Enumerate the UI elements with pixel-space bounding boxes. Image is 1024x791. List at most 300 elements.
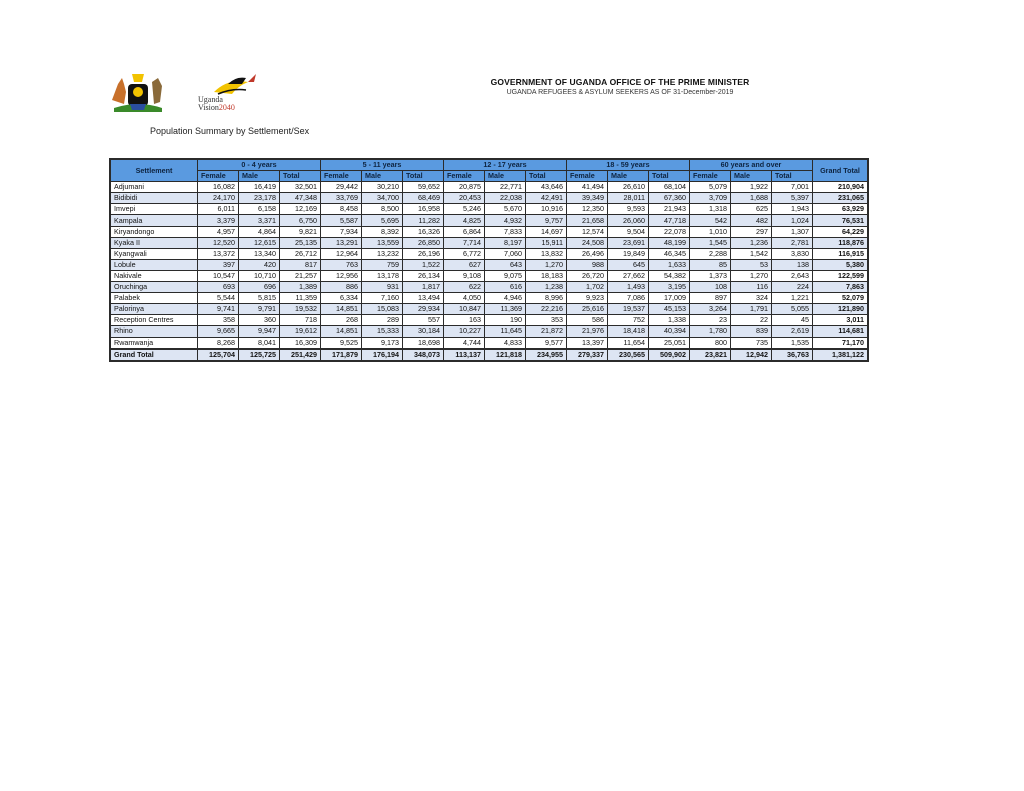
- summary-title: Population Summary by Settlement/Sex: [150, 126, 310, 136]
- population-table: [109, 158, 869, 362]
- value-cell: 6,750: [280, 215, 321, 226]
- value-cell: 224: [772, 282, 813, 293]
- settlement-name: Bidibidi: [110, 193, 198, 204]
- value-cell: 125,704: [198, 349, 239, 361]
- report-title: GOVERNMENT OF UGANDA OFFICE OF THE PRIME MINISTER: [490, 77, 750, 87]
- grand-total-cell: 63,929: [813, 204, 869, 215]
- value-cell: 348,073: [403, 349, 444, 361]
- grand-total-cell: 5,380: [813, 259, 869, 270]
- value-cell: 9,791: [239, 304, 280, 315]
- value-cell: 59,652: [403, 182, 444, 193]
- value-cell: 10,227: [444, 326, 485, 337]
- value-cell: 13,291: [321, 237, 362, 248]
- value-cell: 47,348: [280, 193, 321, 204]
- value-cell: 21,943: [649, 204, 690, 215]
- settlement-name: Kyangwali: [110, 248, 198, 259]
- value-cell: 1,545: [690, 237, 731, 248]
- group-header-0-4: 0 - 4 years: [198, 159, 321, 171]
- value-cell: 21,658: [567, 215, 608, 226]
- value-cell: 13,494: [403, 293, 444, 304]
- uganda-coat-of-arms-icon: [108, 70, 168, 114]
- value-cell: 251,429: [280, 349, 321, 361]
- value-cell: 13,832: [526, 248, 567, 259]
- value-cell: 12,520: [198, 237, 239, 248]
- value-cell: 289: [362, 315, 403, 326]
- value-cell: 14,851: [321, 304, 362, 315]
- value-cell: 7,714: [444, 237, 485, 248]
- value-cell: 7,060: [485, 248, 526, 259]
- value-cell: 25,051: [649, 337, 690, 349]
- value-cell: 21,976: [567, 326, 608, 337]
- value-cell: 358: [198, 315, 239, 326]
- value-cell: 9,075: [485, 270, 526, 281]
- settlement-name: Grand Total: [110, 349, 198, 361]
- settlement-name: Kiryandongo: [110, 226, 198, 237]
- grand-total-cell: 3,011: [813, 315, 869, 326]
- sub-header-total: Total: [280, 171, 321, 182]
- table-row: [110, 237, 868, 248]
- value-cell: 22,771: [485, 182, 526, 193]
- value-cell: 5,079: [690, 182, 731, 193]
- value-cell: 6,334: [321, 293, 362, 304]
- value-cell: 22,216: [526, 304, 567, 315]
- value-cell: 11,359: [280, 293, 321, 304]
- sub-header-female: Female: [690, 171, 731, 182]
- value-cell: 4,050: [444, 293, 485, 304]
- value-cell: 13,178: [362, 270, 403, 281]
- table-row: [110, 248, 868, 259]
- value-cell: 15,333: [362, 326, 403, 337]
- grand-total-row: [110, 349, 868, 361]
- value-cell: 7,160: [362, 293, 403, 304]
- settlement-name: Imvepi: [110, 204, 198, 215]
- grand-total-cell: 116,915: [813, 248, 869, 259]
- value-cell: 4,744: [444, 337, 485, 349]
- value-cell: 43,646: [526, 182, 567, 193]
- value-cell: 53: [731, 259, 772, 270]
- settlement-name: Oruchinga: [110, 282, 198, 293]
- value-cell: 1,024: [772, 215, 813, 226]
- value-cell: 54,382: [649, 270, 690, 281]
- value-cell: 68,469: [403, 193, 444, 204]
- sub-header-total: Total: [772, 171, 813, 182]
- value-cell: 12,942: [731, 349, 772, 361]
- value-cell: 5,587: [321, 215, 362, 226]
- value-cell: 1,389: [280, 282, 321, 293]
- value-cell: 18,418: [608, 326, 649, 337]
- value-cell: 2,643: [772, 270, 813, 281]
- value-cell: 26,496: [567, 248, 608, 259]
- value-cell: 10,547: [198, 270, 239, 281]
- settlement-name: Kyaka II: [110, 237, 198, 248]
- value-cell: 752: [608, 315, 649, 326]
- value-cell: 26,850: [403, 237, 444, 248]
- value-cell: 693: [198, 282, 239, 293]
- value-cell: 19,537: [608, 304, 649, 315]
- value-cell: 2,288: [690, 248, 731, 259]
- value-cell: 19,849: [608, 248, 649, 259]
- value-cell: 1,318: [690, 204, 731, 215]
- value-cell: 67,360: [649, 193, 690, 204]
- table-row: [110, 259, 868, 270]
- value-cell: 12,615: [239, 237, 280, 248]
- grand-total-cell: 121,890: [813, 304, 869, 315]
- value-cell: 28,011: [608, 193, 649, 204]
- value-cell: 34,700: [362, 193, 403, 204]
- value-cell: 40,394: [649, 326, 690, 337]
- value-cell: 1,780: [690, 326, 731, 337]
- sub-header-row: [110, 171, 868, 182]
- value-cell: 645: [608, 259, 649, 270]
- value-cell: 39,349: [567, 193, 608, 204]
- value-cell: 8,392: [362, 226, 403, 237]
- value-cell: 7,086: [608, 293, 649, 304]
- value-cell: 763: [321, 259, 362, 270]
- sub-header-female: Female: [444, 171, 485, 182]
- sub-header-total: Total: [403, 171, 444, 182]
- settlement-header: Settlement: [110, 159, 198, 182]
- value-cell: 163: [444, 315, 485, 326]
- table-row: [110, 215, 868, 226]
- value-cell: 138: [772, 259, 813, 270]
- value-cell: 14,697: [526, 226, 567, 237]
- value-cell: 9,665: [198, 326, 239, 337]
- value-cell: 22,038: [485, 193, 526, 204]
- settlement-name: Rhino: [110, 326, 198, 337]
- value-cell: 21,257: [280, 270, 321, 281]
- value-cell: 24,508: [567, 237, 608, 248]
- value-cell: 482: [731, 215, 772, 226]
- table-row: [110, 226, 868, 237]
- settlement-name: Nakivale: [110, 270, 198, 281]
- value-cell: 1,270: [526, 259, 567, 270]
- report-header: [420, 77, 820, 96]
- grand-total-cell: 76,531: [813, 215, 869, 226]
- value-cell: 16,082: [198, 182, 239, 193]
- value-cell: 4,833: [485, 337, 526, 349]
- value-cell: 116: [731, 282, 772, 293]
- value-cell: 20,453: [444, 193, 485, 204]
- value-cell: 11,645: [485, 326, 526, 337]
- grand-total-header: Grand Total: [813, 159, 869, 182]
- sub-header-female: Female: [567, 171, 608, 182]
- group-header-60-plus: 60 years and over: [690, 159, 813, 171]
- value-cell: 234,955: [526, 349, 567, 361]
- table-body: [110, 182, 868, 361]
- value-cell: 121,818: [485, 349, 526, 361]
- settlement-name: Lobule: [110, 259, 198, 270]
- value-cell: 22: [731, 315, 772, 326]
- sub-header-male: Male: [239, 171, 280, 182]
- value-cell: 9,108: [444, 270, 485, 281]
- value-cell: 1,542: [731, 248, 772, 259]
- value-cell: 13,340: [239, 248, 280, 259]
- value-cell: 26,196: [403, 248, 444, 259]
- value-cell: 735: [731, 337, 772, 349]
- sub-header-male: Male: [485, 171, 526, 182]
- value-cell: 988: [567, 259, 608, 270]
- value-cell: 8,197: [485, 237, 526, 248]
- value-cell: 1,010: [690, 226, 731, 237]
- value-cell: 16,419: [239, 182, 280, 193]
- table-row: [110, 270, 868, 281]
- value-cell: 23,821: [690, 349, 731, 361]
- value-cell: 627: [444, 259, 485, 270]
- value-cell: 9,757: [526, 215, 567, 226]
- value-cell: 718: [280, 315, 321, 326]
- value-cell: 27,662: [608, 270, 649, 281]
- vision-logo-line1: Uganda: [198, 95, 223, 104]
- sub-header-female: Female: [198, 171, 239, 182]
- value-cell: 25,135: [280, 237, 321, 248]
- value-cell: 696: [239, 282, 280, 293]
- value-cell: 297: [731, 226, 772, 237]
- value-cell: 20,875: [444, 182, 485, 193]
- value-cell: 1,221: [772, 293, 813, 304]
- vision-logo-line2: Vision: [198, 103, 219, 112]
- value-cell: 22,078: [649, 226, 690, 237]
- table-row: [110, 315, 868, 326]
- table-row: [110, 326, 868, 337]
- value-cell: 45,153: [649, 304, 690, 315]
- value-cell: 5,544: [198, 293, 239, 304]
- value-cell: 8,996: [526, 293, 567, 304]
- value-cell: 85: [690, 259, 731, 270]
- report-subtitle: UGANDA REFUGEES & ASYLUM SEEKERS AS OF 31-December-2019: [506, 89, 734, 96]
- table-row: [110, 204, 868, 215]
- value-cell: 23: [690, 315, 731, 326]
- value-cell: 625: [731, 204, 772, 215]
- value-cell: 4,946: [485, 293, 526, 304]
- grand-total-cell: 71,170: [813, 337, 869, 349]
- value-cell: 23,691: [608, 237, 649, 248]
- value-cell: 26,610: [608, 182, 649, 193]
- value-cell: 5,815: [239, 293, 280, 304]
- value-cell: 886: [321, 282, 362, 293]
- vision-logo-year: 2040: [218, 103, 235, 112]
- value-cell: 5,397: [772, 193, 813, 204]
- sub-header-male: Male: [608, 171, 649, 182]
- value-cell: 48,199: [649, 237, 690, 248]
- value-cell: 3,830: [772, 248, 813, 259]
- value-cell: 19,532: [280, 304, 321, 315]
- value-cell: 16,309: [280, 337, 321, 349]
- value-cell: 1,633: [649, 259, 690, 270]
- value-cell: 9,947: [239, 326, 280, 337]
- value-cell: 5,055: [772, 304, 813, 315]
- value-cell: 11,369: [485, 304, 526, 315]
- value-cell: 36,763: [772, 349, 813, 361]
- value-cell: 1,817: [403, 282, 444, 293]
- value-cell: 7,833: [485, 226, 526, 237]
- value-cell: 1,943: [772, 204, 813, 215]
- grand-total-cell: 52,079: [813, 293, 869, 304]
- value-cell: 9,593: [608, 204, 649, 215]
- grand-total-cell: 210,904: [813, 182, 869, 193]
- value-cell: 1,373: [690, 270, 731, 281]
- grand-total-cell: 7,863: [813, 282, 869, 293]
- value-cell: 13,559: [362, 237, 403, 248]
- settlement-name: Rwamwanja: [110, 337, 198, 349]
- value-cell: 26,060: [608, 215, 649, 226]
- value-cell: 616: [485, 282, 526, 293]
- settlement-name: Palorinya: [110, 304, 198, 315]
- table-row: [110, 282, 868, 293]
- value-cell: 9,741: [198, 304, 239, 315]
- value-cell: 108: [690, 282, 731, 293]
- value-cell: 15,911: [526, 237, 567, 248]
- value-cell: 12,964: [321, 248, 362, 259]
- value-cell: 46,345: [649, 248, 690, 259]
- value-cell: 25,616: [567, 304, 608, 315]
- value-cell: 1,688: [731, 193, 772, 204]
- value-cell: 230,565: [608, 349, 649, 361]
- value-cell: 2,619: [772, 326, 813, 337]
- value-cell: 26,134: [403, 270, 444, 281]
- value-cell: 12,350: [567, 204, 608, 215]
- grand-total-cell: 64,229: [813, 226, 869, 237]
- value-cell: 18,183: [526, 270, 567, 281]
- value-cell: 6,011: [198, 204, 239, 215]
- value-cell: 8,268: [198, 337, 239, 349]
- value-cell: 1,270: [731, 270, 772, 281]
- value-cell: 643: [485, 259, 526, 270]
- value-cell: 8,458: [321, 204, 362, 215]
- value-cell: 4,864: [239, 226, 280, 237]
- value-cell: 14,851: [321, 326, 362, 337]
- sub-header-male: Male: [362, 171, 403, 182]
- value-cell: 3,371: [239, 215, 280, 226]
- sub-header-female: Female: [321, 171, 362, 182]
- value-cell: 10,710: [239, 270, 280, 281]
- value-cell: 26,720: [567, 270, 608, 281]
- value-cell: 4,957: [198, 226, 239, 237]
- value-cell: 542: [690, 215, 731, 226]
- group-header-18-59: 18 - 59 years: [567, 159, 690, 171]
- grand-total-cell: 118,876: [813, 237, 869, 248]
- value-cell: 24,170: [198, 193, 239, 204]
- value-cell: 6,772: [444, 248, 485, 259]
- value-cell: 509,902: [649, 349, 690, 361]
- value-cell: 8,500: [362, 204, 403, 215]
- value-cell: 12,956: [321, 270, 362, 281]
- value-cell: 19,612: [280, 326, 321, 337]
- value-cell: 2,781: [772, 237, 813, 248]
- value-cell: 839: [731, 326, 772, 337]
- value-cell: 3,709: [690, 193, 731, 204]
- value-cell: 9,923: [567, 293, 608, 304]
- value-cell: 1,791: [731, 304, 772, 315]
- value-cell: 4,825: [444, 215, 485, 226]
- grand-total-cell: 114,681: [813, 326, 869, 337]
- value-cell: 4,932: [485, 215, 526, 226]
- value-cell: 125,725: [239, 349, 280, 361]
- value-cell: 360: [239, 315, 280, 326]
- value-cell: 817: [280, 259, 321, 270]
- value-cell: 3,264: [690, 304, 731, 315]
- uganda-vision-2040-logo: [198, 72, 264, 114]
- value-cell: 3,379: [198, 215, 239, 226]
- table-row: [110, 293, 868, 304]
- value-cell: 7,934: [321, 226, 362, 237]
- settlement-name: Kampala: [110, 215, 198, 226]
- value-cell: 6,864: [444, 226, 485, 237]
- value-cell: 10,847: [444, 304, 485, 315]
- value-cell: 9,504: [608, 226, 649, 237]
- value-cell: 800: [690, 337, 731, 349]
- group-header-row: [110, 159, 868, 171]
- value-cell: 1,535: [772, 337, 813, 349]
- value-cell: 9,525: [321, 337, 362, 349]
- value-cell: 176,194: [362, 349, 403, 361]
- value-cell: 26,712: [280, 248, 321, 259]
- group-header-12-17: 12 - 17 years: [444, 159, 567, 171]
- value-cell: 8,041: [239, 337, 280, 349]
- value-cell: 5,670: [485, 204, 526, 215]
- value-cell: 12,574: [567, 226, 608, 237]
- value-cell: 30,210: [362, 182, 403, 193]
- value-cell: 5,246: [444, 204, 485, 215]
- value-cell: 586: [567, 315, 608, 326]
- value-cell: 622: [444, 282, 485, 293]
- value-cell: 16,958: [403, 204, 444, 215]
- value-cell: 268: [321, 315, 362, 326]
- value-cell: 1,307: [772, 226, 813, 237]
- value-cell: 1,236: [731, 237, 772, 248]
- value-cell: 15,083: [362, 304, 403, 315]
- value-cell: 113,137: [444, 349, 485, 361]
- value-cell: 17,009: [649, 293, 690, 304]
- value-cell: 324: [731, 293, 772, 304]
- value-cell: 397: [198, 259, 239, 270]
- value-cell: 7,001: [772, 182, 813, 193]
- value-cell: 29,934: [403, 304, 444, 315]
- table-row: [110, 182, 868, 193]
- value-cell: 931: [362, 282, 403, 293]
- value-cell: 10,916: [526, 204, 567, 215]
- value-cell: 45: [772, 315, 813, 326]
- value-cell: 13,372: [198, 248, 239, 259]
- value-cell: 190: [485, 315, 526, 326]
- value-cell: 47,718: [649, 215, 690, 226]
- value-cell: 5,695: [362, 215, 403, 226]
- value-cell: 3,195: [649, 282, 690, 293]
- group-header-5-11: 5 - 11 years: [321, 159, 444, 171]
- value-cell: 171,879: [321, 349, 362, 361]
- value-cell: 420: [239, 259, 280, 270]
- value-cell: 12,169: [280, 204, 321, 215]
- value-cell: 353: [526, 315, 567, 326]
- table-row: [110, 304, 868, 315]
- value-cell: 16,326: [403, 226, 444, 237]
- settlement-name: Reception Centres: [110, 315, 198, 326]
- value-cell: 1,338: [649, 315, 690, 326]
- value-cell: 11,282: [403, 215, 444, 226]
- table-row: [110, 193, 868, 204]
- value-cell: 1,922: [731, 182, 772, 193]
- value-cell: 23,178: [239, 193, 280, 204]
- grand-total-cell: 122,599: [813, 270, 869, 281]
- grand-total-cell: 1,381,122: [813, 349, 869, 361]
- value-cell: 759: [362, 259, 403, 270]
- value-cell: 32,501: [280, 182, 321, 193]
- value-cell: 557: [403, 315, 444, 326]
- value-cell: 9,577: [526, 337, 567, 349]
- value-cell: 68,104: [649, 182, 690, 193]
- value-cell: 13,232: [362, 248, 403, 259]
- sub-header-male: Male: [731, 171, 772, 182]
- value-cell: 18,698: [403, 337, 444, 349]
